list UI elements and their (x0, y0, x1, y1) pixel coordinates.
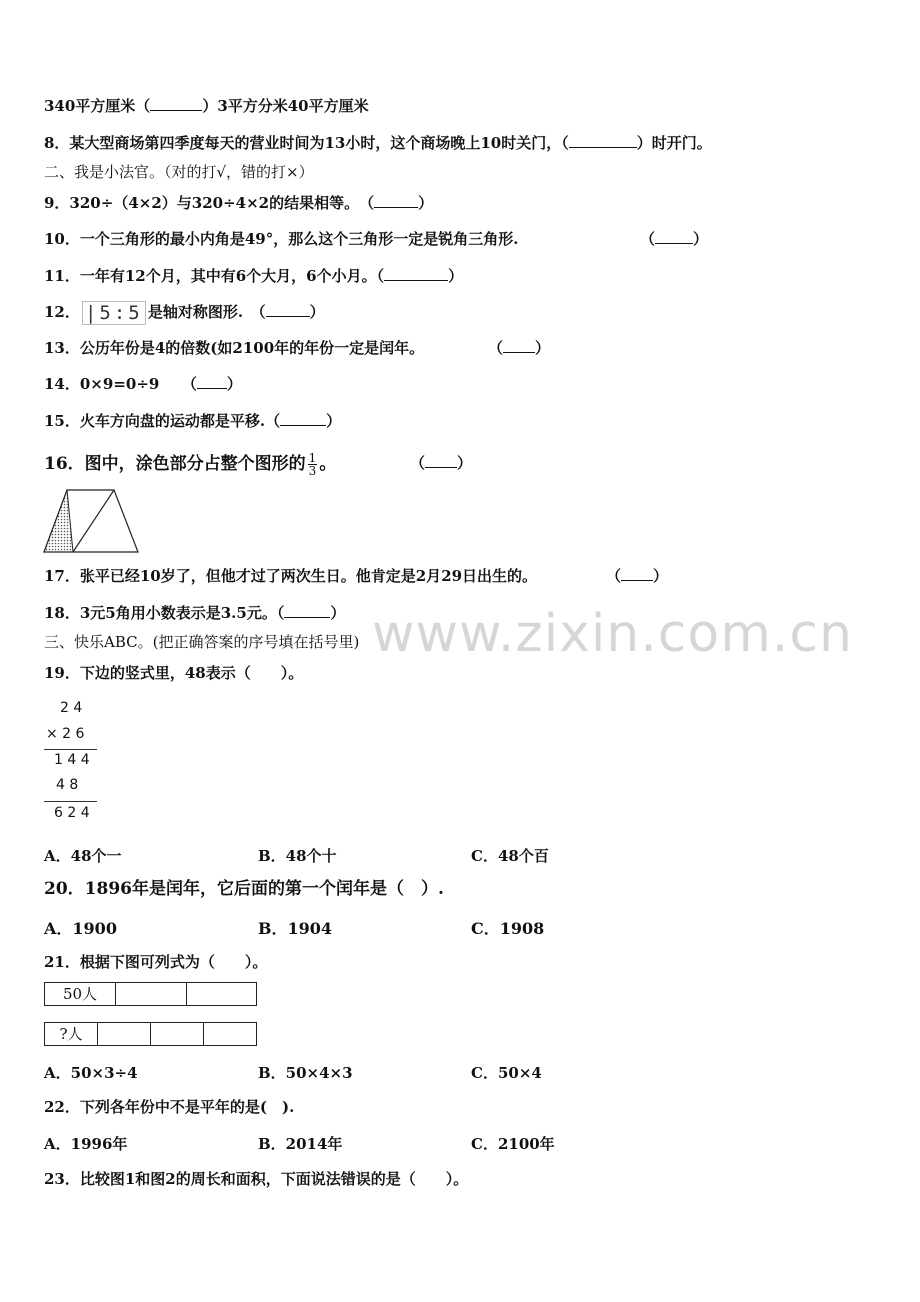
bar-segment (151, 1023, 204, 1045)
question-13 (44, 338, 424, 358)
option-b[interactable]: B．48个十 (258, 847, 337, 865)
bar-segment (204, 1023, 256, 1045)
question-11 (44, 266, 463, 286)
answer-blank[interactable] (266, 302, 310, 317)
question-18 (44, 603, 345, 623)
option-b[interactable]: B．1904 (258, 919, 333, 938)
answer-blank[interactable] (374, 193, 418, 208)
question-17 (44, 566, 537, 586)
product: 6 2 4 (54, 805, 90, 821)
text: 12． (44, 303, 80, 321)
text: （ (488, 339, 504, 357)
option-c[interactable]: C．2100年 (471, 1135, 555, 1153)
section-2-heading: 二、我是小法官。（对的打√，错的打×） (44, 163, 314, 181)
question-16-answer (410, 453, 472, 473)
multiplicand: 2 4 (60, 700, 83, 716)
text: ） (457, 454, 473, 472)
bar-top (44, 982, 257, 1006)
option-a[interactable]: A．1900 (44, 919, 117, 938)
answer-blank[interactable] (150, 96, 202, 111)
text: ） (448, 267, 464, 285)
question-14 (44, 374, 242, 394)
bar-top-label: 50人 (45, 983, 116, 1005)
question-16 (44, 452, 336, 477)
bar-bottom (44, 1022, 257, 1046)
text: 10．一个三角形的最小内角是49°，那么这个三角形一定是锐角三角形. (44, 230, 519, 248)
text: 。 (319, 454, 337, 474)
answer-blank[interactable] (655, 229, 693, 244)
diagonal-line (73, 490, 114, 552)
text: 340平方厘米（ (44, 97, 151, 115)
question-20: 20．1896年是闰年，它后面的第一个闰年是（ ）. (44, 879, 444, 899)
option-a[interactable]: A．50×3÷4 (44, 1064, 138, 1082)
text: 14．0×9=0÷9 （ (44, 375, 197, 393)
text: （ (410, 454, 426, 472)
option-c[interactable]: C．48个百 (471, 847, 549, 865)
question-23: 23．比较图1和图2的周长和面积，下面说法错误的是（ ）。 (44, 1170, 469, 1188)
bar-segment (98, 1023, 151, 1045)
question-19: 19．下边的竖式里，48表示（ ）。 (44, 664, 304, 682)
fraction-numerator: 1 (308, 451, 317, 465)
text: ） (330, 604, 346, 622)
text: 16．图中，涂色部分占整个图形的 (44, 454, 306, 474)
option-c[interactable]: C．50×4 (471, 1064, 542, 1082)
text: 18．3元5角用小数表示是3.5元。（ (44, 604, 285, 622)
text: ） (226, 375, 242, 393)
text: 9．320÷（4×2）与320÷4×2的结果相等。 （ (44, 194, 375, 212)
text: 15．火车方向盘的运动都是平移.（ (44, 412, 281, 430)
text: ） (693, 230, 709, 248)
partial-product-2: 4 8 (56, 777, 79, 793)
answer-blank[interactable] (284, 603, 330, 618)
text: 17．张平已经10岁了，但他才过了两次生日。他肯定是2月29日出生的。 (44, 567, 538, 585)
partial-product-1: 1 4 4 (54, 752, 90, 768)
text: ） (418, 194, 434, 212)
rule-line (44, 801, 97, 802)
question-7-tail (44, 96, 369, 116)
bar-bottom-label: ?人 (45, 1023, 98, 1045)
trapezoid-figure (42, 488, 142, 554)
text: （ (606, 567, 622, 585)
question-15 (44, 411, 341, 431)
answer-blank[interactable] (569, 133, 637, 148)
answer-blank[interactable] (425, 453, 457, 468)
answer-blank[interactable] (621, 566, 653, 581)
rule-line (44, 749, 97, 750)
option-b[interactable]: B．50×4×3 (258, 1064, 353, 1082)
text: ） (653, 567, 669, 585)
question-13-answer (488, 338, 550, 358)
option-c[interactable]: C．1908 (471, 919, 545, 938)
text: 是轴对称图形. （ (147, 303, 266, 321)
text: ） (326, 412, 342, 430)
text: ）时开门。 (636, 134, 712, 152)
digital-display-image: |5:5 (82, 301, 146, 325)
question-9 (44, 193, 433, 213)
watermark: www.zixin.com.cn (372, 604, 853, 664)
option-a[interactable]: A．48个一 (44, 847, 122, 865)
text: （ (640, 230, 656, 248)
text: ） (309, 303, 325, 321)
question-8 (44, 133, 712, 153)
multiplier: × 2 6 (46, 726, 85, 742)
answer-blank[interactable] (280, 411, 326, 426)
fraction (308, 452, 318, 477)
section-3-heading: 三、快乐ABC。(把正确答案的序号填在括号里) (44, 633, 360, 651)
text: 8．某大型商场第四季度每天的营业时间为13小时，这个商场晚上10时关门，（ (44, 134, 569, 152)
question-12 (44, 301, 325, 325)
text: 11．一年有12个月，其中有6个大月，6个小月。（ (44, 267, 385, 285)
answer-blank[interactable] (197, 374, 227, 389)
text: ）3平方分米40平方厘米 (202, 97, 369, 115)
question-21: 21．根据下图可列式为（ ）。 (44, 953, 268, 971)
fraction-denominator: 3 (308, 464, 317, 478)
shaded-triangle (44, 490, 73, 552)
question-10 (44, 229, 518, 249)
bar-segment (116, 983, 187, 1005)
question-10-answer (640, 229, 708, 249)
answer-blank[interactable] (384, 266, 448, 281)
question-17-answer (606, 566, 668, 586)
text: 13．公历年份是4的倍数(如2100年的年份一定是闰年。 (44, 339, 425, 357)
option-a[interactable]: A．1996年 (44, 1135, 128, 1153)
text: ） (535, 339, 551, 357)
bar-segment (187, 983, 256, 1005)
question-22: 22．下列各年份中不是平年的是( ). (44, 1098, 295, 1116)
option-b[interactable]: B．2014年 (258, 1135, 343, 1153)
answer-blank[interactable] (503, 338, 535, 353)
